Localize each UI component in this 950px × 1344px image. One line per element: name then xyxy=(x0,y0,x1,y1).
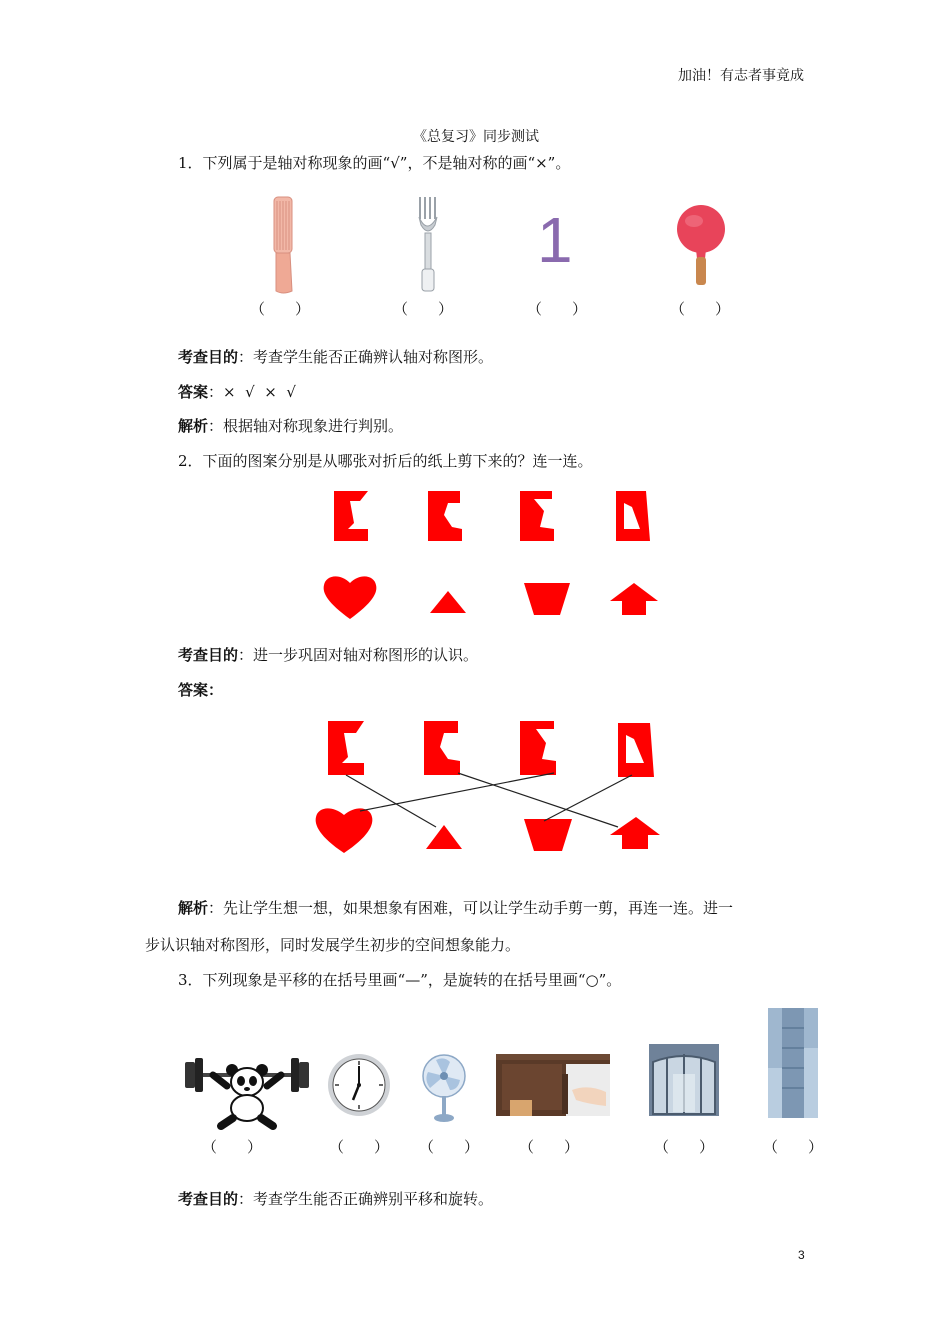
q1-analysis-text: ：根据轴对称现象进行判别。 xyxy=(208,417,404,435)
q1-answer-blank-1[interactable]: （ ） xyxy=(250,300,311,318)
folded-paper-shape-2 xyxy=(428,491,462,541)
q2-answer-label: 答案 xyxy=(178,681,209,699)
revolving-door-icon xyxy=(649,1044,719,1116)
q2-paper-shapes xyxy=(320,485,660,625)
answer-paper-shape-4 xyxy=(618,723,654,777)
ping-pong-paddle-icon xyxy=(674,203,728,287)
q2-purpose xyxy=(178,645,478,665)
q3-answer-blank-3[interactable]: （ ） xyxy=(419,1138,480,1156)
glass-elevator-icon xyxy=(768,1008,818,1118)
q3-purpose xyxy=(178,1189,493,1209)
q2-answer-diagram xyxy=(310,715,670,860)
trapezoid-shape xyxy=(524,583,570,615)
q3-answer-blank-4[interactable]: （ ） xyxy=(519,1138,580,1156)
q2-purpose-label: 考查目的 xyxy=(178,646,239,664)
electric-fan-icon xyxy=(420,1054,468,1124)
comb-icon xyxy=(268,195,298,295)
answer-arrow-shape xyxy=(610,817,660,849)
folded-paper-shape-4 xyxy=(616,491,650,541)
match-line-2 xyxy=(458,773,618,827)
q3-answer-blank-5[interactable]: （ ） xyxy=(654,1138,715,1156)
q3-answer-blank-2[interactable]: （ ） xyxy=(329,1138,390,1156)
q1-purpose-label: 考查目的 xyxy=(178,348,239,366)
q1-answer-blank-3[interactable]: （ ） xyxy=(527,300,588,318)
q3-purpose-text: ：考查学生能否正确辨别平移和旋转。 xyxy=(238,1190,494,1208)
weightlifting-panda-icon xyxy=(183,1048,311,1128)
q1-answer-label: 答案 xyxy=(178,383,209,401)
match-line-4 xyxy=(544,775,632,821)
q2-analysis-label: 解析 xyxy=(178,899,209,917)
q1-analysis xyxy=(178,416,403,436)
q2-analysis-text-1: ：先让学生想一想，如果想象有困难，可以让学生动手剪一剪，再连一连。进一 xyxy=(208,899,734,917)
q1-answer-blank-4[interactable]: （ ） xyxy=(670,300,731,318)
answer-paper-shape-3 xyxy=(520,721,556,775)
header-motto: 加油！有志者事竟成 xyxy=(678,68,804,84)
match-line-3 xyxy=(360,773,554,811)
drawer-icon xyxy=(496,1054,610,1116)
q2-answer xyxy=(178,680,223,700)
folded-paper-shape-3 xyxy=(520,491,554,541)
q3-purpose-label: 考查目的 xyxy=(178,1190,239,1208)
q1-answer-text: ：× √ × √ xyxy=(208,383,296,401)
folded-paper-shape-1 xyxy=(334,491,368,541)
q1-analysis-label: 解析 xyxy=(178,417,209,435)
q3-answer-blank-1[interactable]: （ ） xyxy=(202,1138,263,1156)
q2-analysis-line-2: 步认识轴对称图形，同时发展学生初步的空间想象能力。 xyxy=(145,936,521,954)
document-title: 《总复习》同步测试 xyxy=(413,129,539,145)
answer-paper-shape-1 xyxy=(328,721,364,775)
answer-paper-shape-2 xyxy=(424,721,460,775)
triangle-shape xyxy=(430,591,466,613)
q2-analysis-line-1 xyxy=(178,898,733,918)
answer-trapezoid-shape xyxy=(524,819,572,851)
q1-answer xyxy=(178,382,296,402)
digit-one-icon: 1 xyxy=(537,204,573,276)
q2-answer-colon: ： xyxy=(208,681,224,699)
page-number: 3 xyxy=(798,1248,805,1262)
question-1-prompt: 1．下列属于是轴对称现象的画“√”，不是轴对称的画“×”。 xyxy=(178,154,571,172)
heart-shape xyxy=(324,576,377,619)
question-3-prompt: 3．下列现象是平移的在括号里画“—”，是旋转的在括号里画“○”。 xyxy=(178,971,622,989)
q1-answer-blank-2[interactable]: （ ） xyxy=(393,300,454,318)
q1-purpose-text: ：考查学生能否正确辨认轴对称图形。 xyxy=(238,348,494,366)
arrow-shape xyxy=(610,583,658,615)
answer-triangle-shape xyxy=(426,825,462,849)
clock-icon xyxy=(326,1052,392,1118)
q3-answer-blank-6[interactable]: （ ） xyxy=(763,1138,824,1156)
q2-purpose-text: ：进一步巩固对轴对称图形的认识。 xyxy=(238,646,479,664)
answer-heart-shape xyxy=(316,808,373,853)
q1-purpose xyxy=(178,347,493,367)
question-2-prompt: 2．下面的图案分别是从哪张对折后的纸上剪下来的？连一连。 xyxy=(178,452,593,470)
fork-icon xyxy=(413,195,443,295)
